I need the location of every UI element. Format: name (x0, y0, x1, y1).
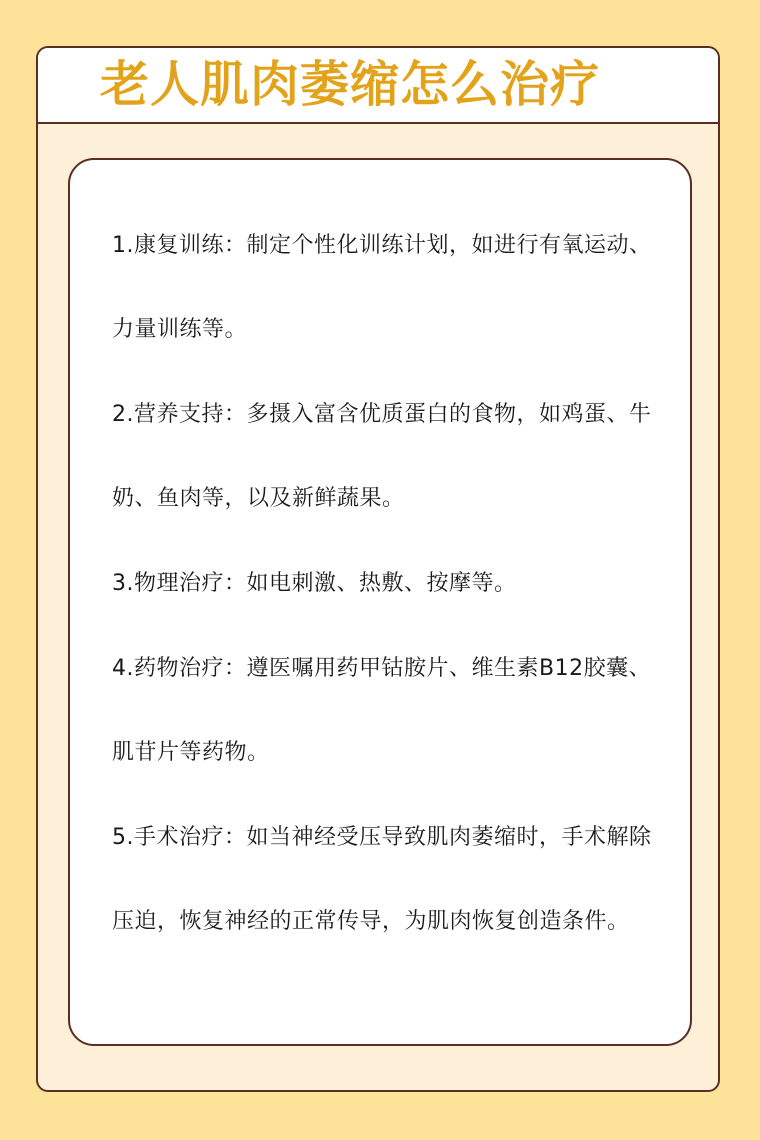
list-item-nutrition-support: 2.营养支持：多摄入富含优质蛋白的食物，如鸡蛋、牛奶、鱼肉等，以及新鲜蔬果。 (112, 402, 652, 511)
page-title: 老人肌肉萎缩怎么治疗 (100, 56, 601, 113)
list-item-rehab-training: 1.康复训练：制定个性化训练计划，如进行有氧运动、力量训练等。 (112, 233, 652, 342)
content-list (112, 204, 660, 965)
outer-card (36, 46, 720, 1092)
list-item-physical-therapy: 3.物理治疗：如电刺激、热敷、按摩等。 (112, 571, 517, 596)
content-card (68, 158, 692, 1046)
list-item-drug-therapy: 4.药物治疗：遵医嘱用药甲钴胺片、维生素B12胶囊、肌苷片等药物。 (112, 656, 652, 765)
list-item-surgery: 5.手术治疗：如当神经受压导致肌肉萎缩时，手术解除压迫，恢复神经的正常传导，为肌肉恢复创造条件。 (112, 825, 652, 934)
header-band (38, 48, 718, 124)
